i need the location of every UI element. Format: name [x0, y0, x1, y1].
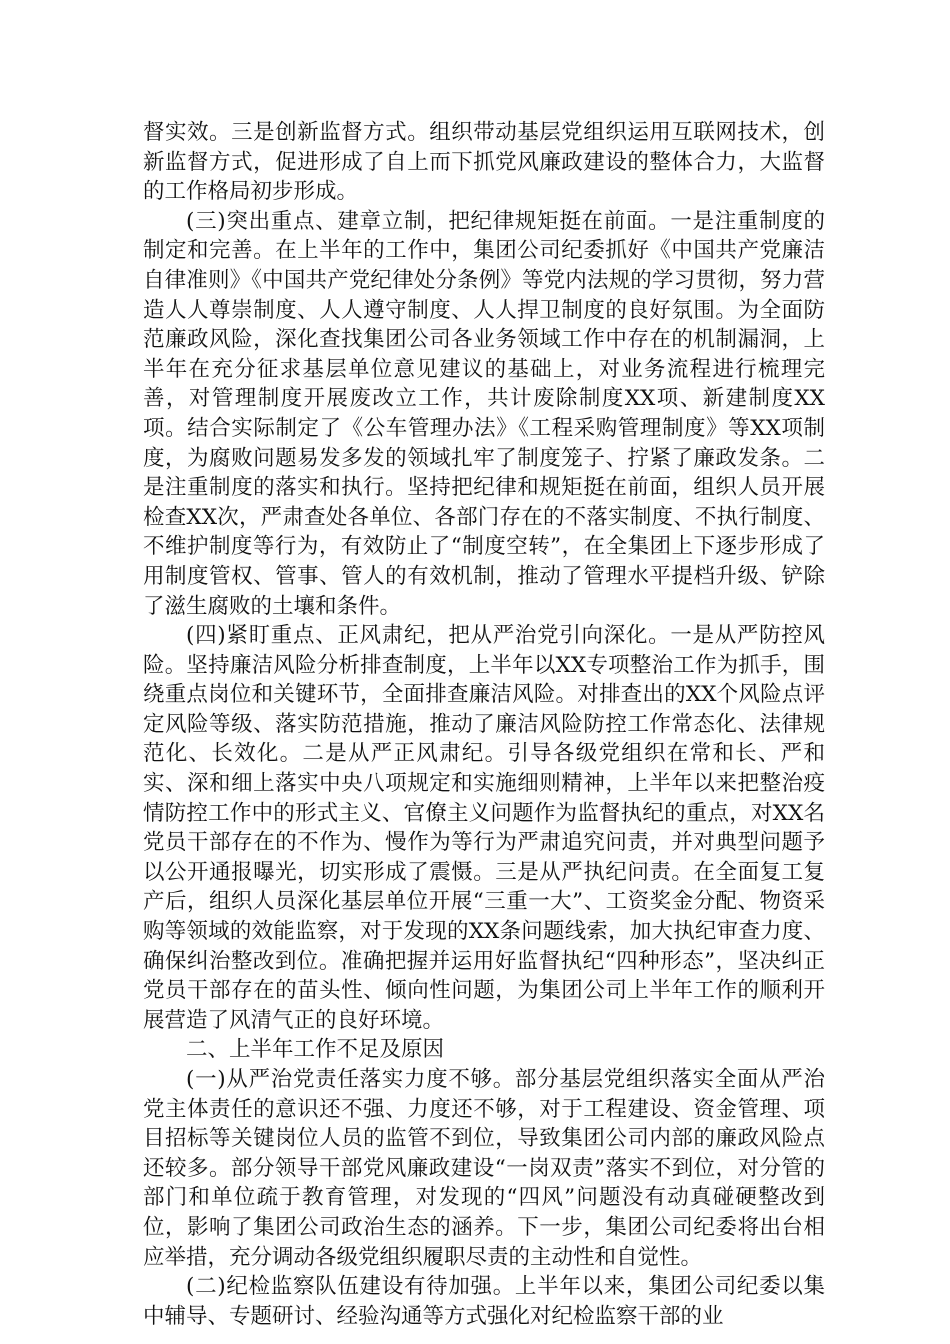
paragraph-5: (二)纪检监察队伍建设有待加强。上半年以来，集团公司纪委以集中辅导、专题研讨、经验沟通等方式强化对纪检监察干部的业 — [143, 1274, 825, 1329]
paragraph-4: (一)从严治党责任落实力度不够。部分基层党组织落实全面从严治党主体责任的意识还不强、力度还不够，对于工程建设、资金管理、项目招标等关键岗位人员的监管不到位，导致集团公司内部的廉政风险点还较多。部分领导干部党风廉政建设“一岗双责”落实不到位，对分管的部门和单位疏于教育管理，对发现的“四风”问题没有动真碰硬整改到位，影响了集团公司政治生态的涵养。下一步，集团公司纪委将出台相应举措，充分调动各级党组织履职尽责的主动性和自觉性。 — [143, 1067, 825, 1270]
section-heading: 二、上半年工作不足及原因 — [186, 1037, 445, 1063]
paragraph-1: 督实效。三是创新监督方式。组织带动基层党组织运用互联网技术，创新监督方式，促进形成了自上而下抓党风廉政建设的整体合力，大监督的工作格局初步形成。 — [143, 120, 825, 205]
paragraph-2: (三)突出重点、建章立制，把纪律规矩挺在前面。一是注重制度的制定和完善。在上半年的工作中，集团公司纪委抓好《中国共产党廉洁自律准则》《中国共产党纪律处分条例》等党内法规的学习贯彻，努力营造人人尊崇制度、人人遵守制度、人人捍卫制度的良好氛围。为全面防范廉政风险，深化查找集团公司各业务领域工作中存在的机制漏洞，上半年在充分征求基层单位意见建议的基础上，对业务流程进行梳理完善，对管理制度开展废改立工作，共计废除制度XX项、新建制度XX项。结合实际制定了《公车管理办法》《工程采购管理制度》等XX项制度，为腐败问题易发多发的领域扎牢了制度笼子、拧紧了廉政发条。二是注重制度的落实和执行。坚持把纪律和规矩挺在前面，组织人员开展检查XX次，严肃查处各单位、各部门存在的不落实制度、不执行制度、不维护制度等行为，有效防止了“制度空转”，在全集团上下逐步形成了用制度管权、管事、管人的有效机制，推动了管理水平提档升级、铲除了滋生腐败的土壤和条件。 — [143, 208, 825, 619]
document-body — [143, 118, 825, 1331]
paragraph-3: (四)紧盯重点、正风肃纪，把从严治党引向深化。一是从严防控风险。坚持廉洁风险分析排查制度，上半年以XX专项整治工作为抓手，围绕重点岗位和关键环节，全面排查廉洁风险。对排查出的XX个风险点评定风险等级、落实防范措施，推动了廉洁风险防控工作常态化、法律规范化、长效化。二是从严正风肃纪。引导各级党组织在常和长、严和实、深和细上落实中央八项规定和实施细则精神，上半年以来把整治疫情防控工作中的形式主义、官僚主义问题作为监督执纪的重点，对XX名党员干部存在的不作为、慢作为等行为严肃追究问责，并对典型问题予以公开通报曝光，切实形成了震慑。三是从严执纪问责。在全面复工复产后，组织人员深化基层单位开展“三重一大”、工资奖金分配、物资采购等领域的效能监察，对于发现的XX条问题线索，加大执纪审查力度、确保纠治整改到位。准确把握并运用好监督执纪“四种形态”，坚决纠正党员干部存在的苗头性、倾向性问题，为集团公司上半年工作的顺利开展营造了风清气正的良好环境。 — [143, 623, 825, 1033]
